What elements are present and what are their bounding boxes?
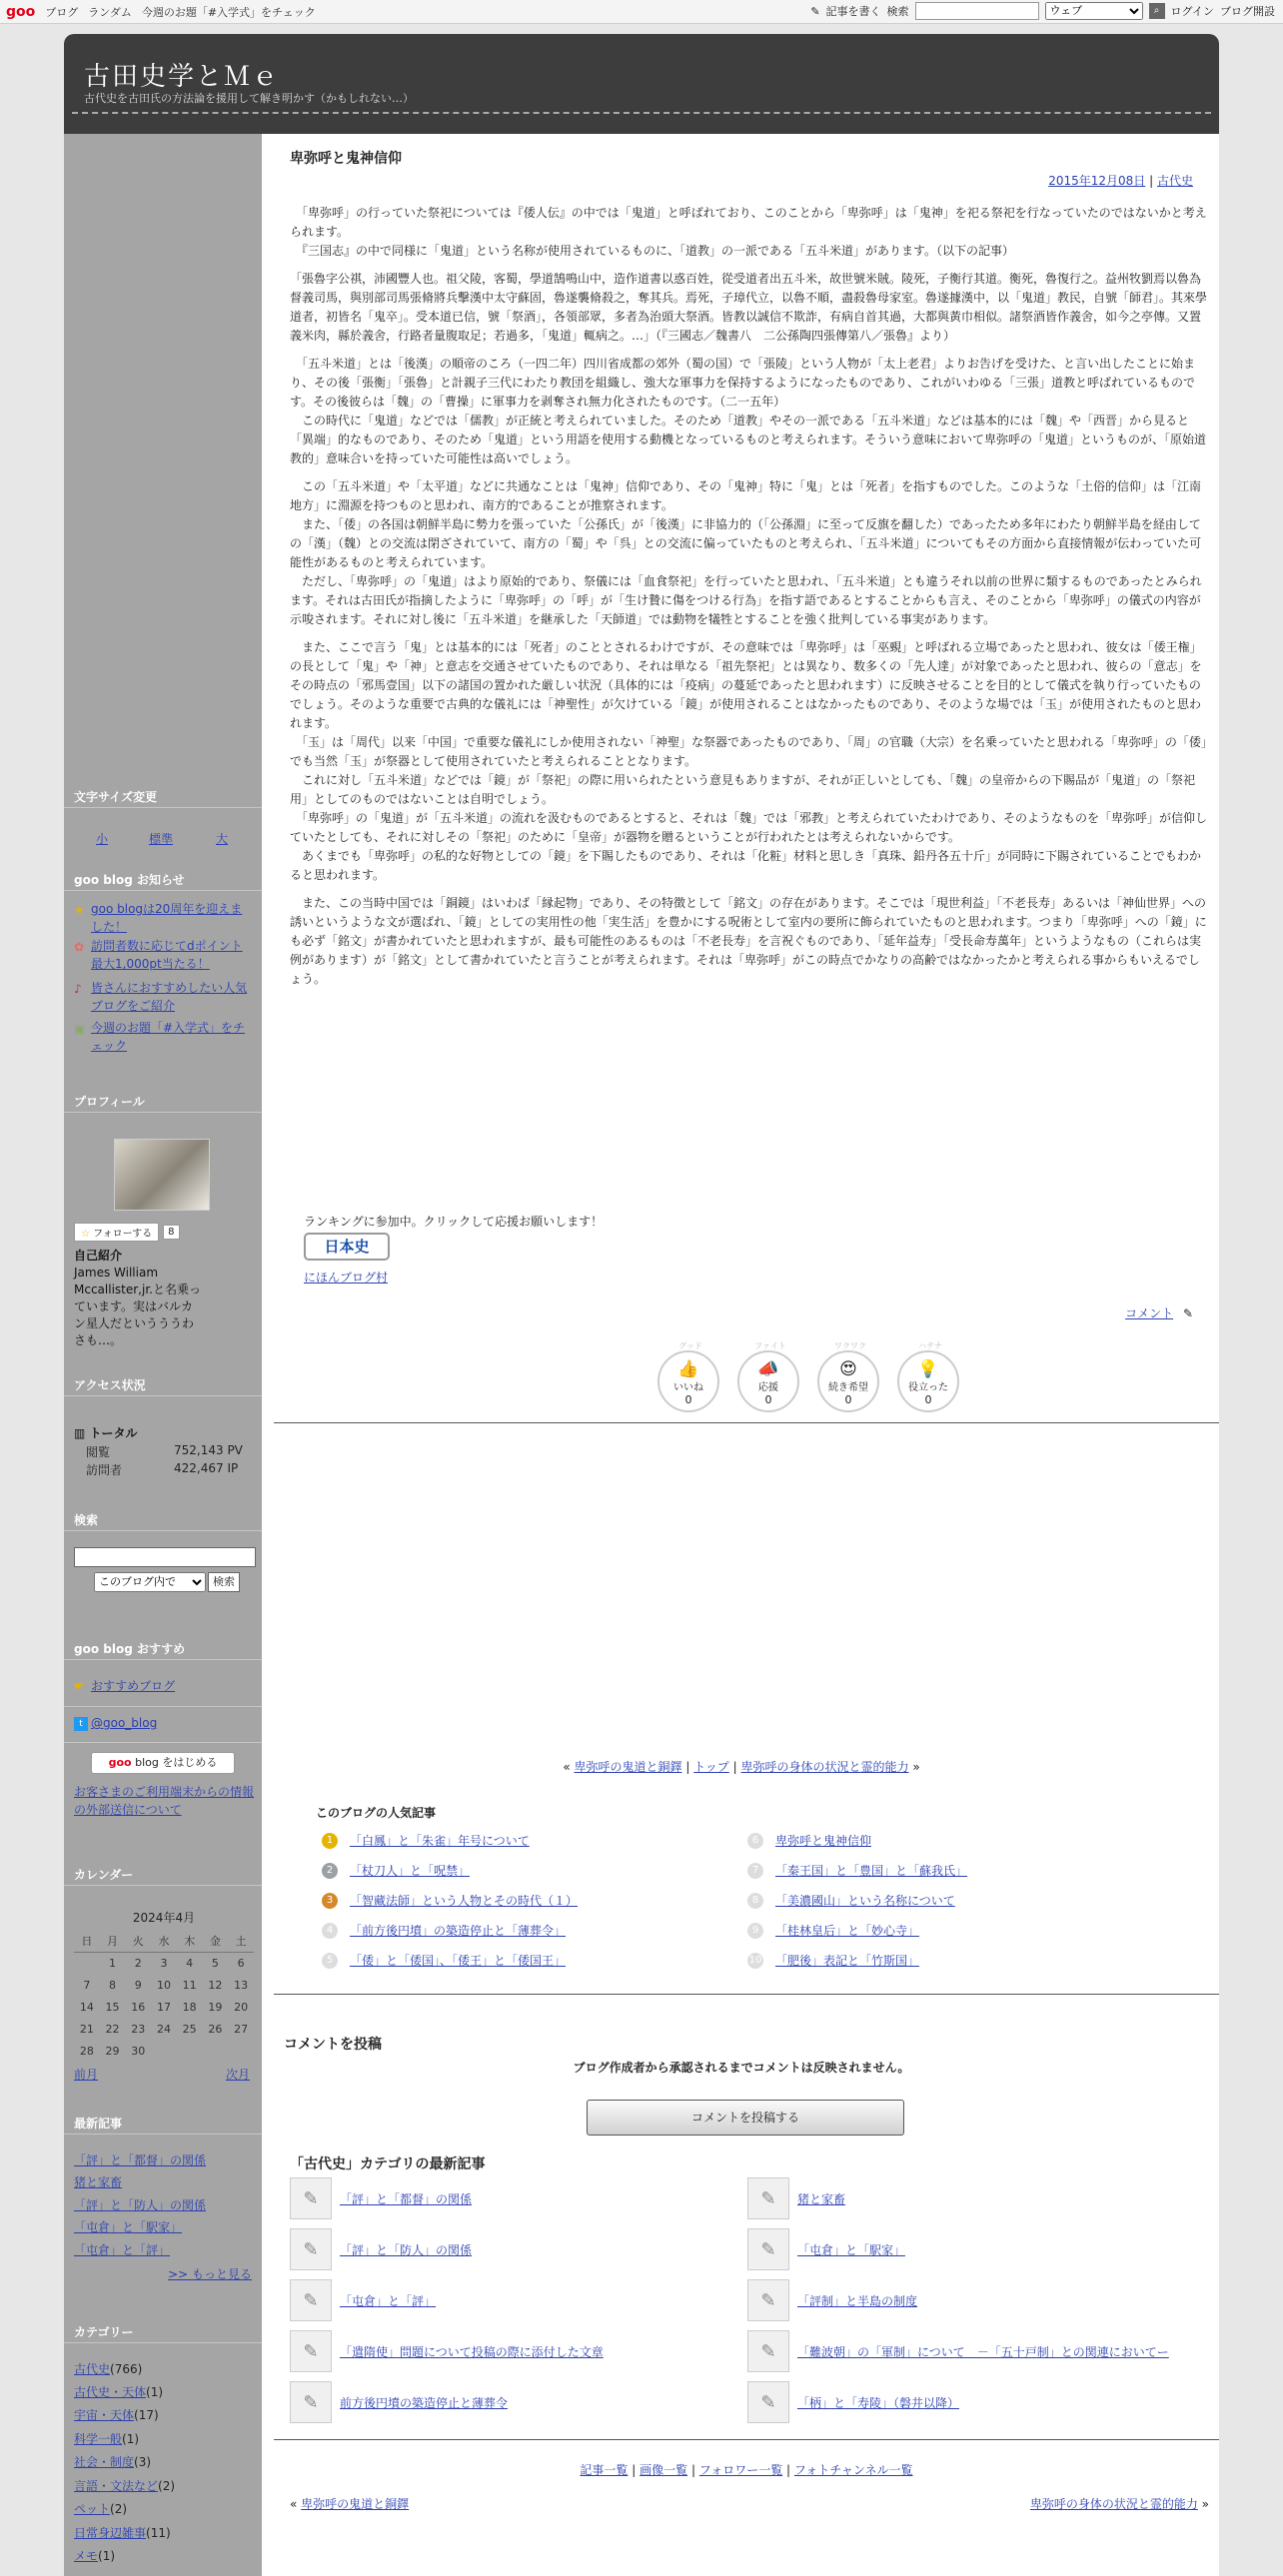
heart-eyes-icon: 😍 — [839, 1359, 857, 1379]
recent-link-2[interactable]: 猪と家畜 — [74, 2175, 123, 2189]
recent-link-4[interactable]: 「屯倉」と「駅家」 — [74, 2220, 183, 2234]
thumbs-up-icon: 👍 — [677, 1359, 699, 1379]
popular-item[interactable]: 9 「桂林皇后」と「妙心寺」 — [747, 1922, 919, 1939]
header-divider — [72, 112, 1211, 114]
news-heading: goo blog お知らせ — [74, 873, 185, 887]
footer-next: 卑弥呼の身体の状況と霊的能力 » — [1029, 2497, 1209, 2511]
topic-icon: ▣ — [74, 1022, 86, 1036]
article-date[interactable]: 2015年12月08日 — [1048, 174, 1146, 188]
article-paragraph: 「卑弥呼」の行っていた祭祀については『倭人伝』の中では「鬼道」と呼ばれており、このことから「卑弥呼」は「鬼神」を祀る祭祀を行なっていたのではないかと考えられます。 『三国志』の中で同様に「鬼道」という名称が使用されているものに、「道教」の一派である「五斗米道」があります。（以下の記事） — [290, 206, 1207, 258]
goo-logo[interactable]: goo — [6, 3, 36, 20]
star-icon: ☆ — [81, 1229, 90, 1240]
reaction-helpful[interactable]: ハテナ 💡 役立った 0 — [897, 1350, 959, 1412]
twitter-link[interactable]: @goo_blog — [91, 1716, 158, 1730]
intro-text: James William Mccallister,jr.と名乗っています。実はバルカン星人だというううわさも…。 — [74, 1266, 201, 1347]
search-input[interactable] — [915, 2, 1039, 20]
news-link-3[interactable]: 皆さんにおすすめしたい人気ブログをご紹介 — [91, 981, 248, 1013]
document-icon: ✎ — [290, 2279, 332, 2321]
blog-title[interactable]: 古田史学とＭｅ — [84, 62, 281, 92]
twitter-icon: t — [74, 1717, 88, 1731]
external-notice-link[interactable]: お客さまのご利用端末からの情報の外部送信について — [74, 1785, 255, 1817]
comment-heading: コメントを投稿 — [284, 2037, 382, 2053]
comment-note: ブログ作成者から承認されるまでコメントは反映されません。 — [573, 2061, 910, 2075]
topbar-link-random[interactable]: ランダム — [88, 5, 132, 19]
article-paragraph: 「張魯字公祺，沛國豐人也。祖父陵，客蜀，學道鵠鳴山中，造作道書以惑百姓，從受道者出五斗米，故世號米賊。陵死，子衡行其道。衡死，魯復行之。益州牧劉焉以魯為督義司馬，與別部司馬張脩將兵擊漢中太守蘇固，魯遂襲脩殺之，奪其兵。焉死，子璋代立，以魯不順，盡殺魯母家室。魯遂據漢中，以「鬼道」教民，自號「師君」。其來學道者，初皆名「鬼卒」。受本道已信，號「祭酒」，各領部眾，多者為治頭大祭酒。皆教以誠信不欺詐，有病自首其過，大都與黃巾相似。諸祭酒皆作義舍，如今之亭傳。又置義米肉，縣於義舍，行路者量腹取足；若過多，「鬼道」輒病之。…」（『三國志／魏書八 二公孫陶四張傳第八／張魯』より） — [290, 272, 1208, 343]
article-title[interactable]: 卑弥呼と鬼神信仰 — [290, 151, 402, 167]
search-label: 検索 — [886, 5, 909, 18]
article-category[interactable]: 古代史 — [1156, 174, 1193, 188]
hand-icon: ☛ — [74, 1679, 85, 1693]
profile-avatar[interactable] — [114, 1139, 210, 1211]
fontsize-normal[interactable]: 標準 — [149, 832, 174, 846]
more-link[interactable]: >> もっと見る — [168, 2267, 252, 2281]
document-icon: ✎ — [290, 2330, 332, 2372]
open-blog-link[interactable]: ブログ開設 — [1220, 5, 1275, 18]
blog-search-input[interactable] — [74, 1547, 256, 1567]
star-icon: ★ — [74, 903, 85, 917]
popular-item[interactable]: 7 「秦王国」と「豊国」と「蘇我氏」 — [747, 1862, 967, 1879]
divider — [274, 1994, 1219, 1995]
access-heading: アクセス状況 — [74, 1378, 146, 1392]
post-comment-button[interactable]: コメントを投稿する — [587, 2100, 904, 2136]
page-frame — [64, 34, 1219, 2576]
fontsize-heading: 文字サイズ変更 — [74, 790, 158, 804]
next-article-link[interactable]: 卑弥呼の身体の状況と霊的能力 — [740, 1760, 909, 1774]
footer-prev-link[interactable]: 卑弥呼の鬼道と銅鐸 — [301, 2497, 410, 2511]
document-icon: ✎ — [747, 2228, 789, 2270]
profile-heading: プロフィール — [74, 1095, 145, 1109]
category-latest-item[interactable]: ✎ 「評」と「都督」の関係 — [290, 2177, 472, 2219]
news-link-4[interactable]: 今週のお題「#入学式」をチェック — [91, 1021, 246, 1053]
topbar-link-blog[interactable]: ブログ — [45, 5, 79, 19]
calendar — [74, 1909, 254, 2062]
image-list-link[interactable]: 画像一覧 — [640, 2463, 688, 2477]
comment-link[interactable]: コメント — [1125, 1306, 1174, 1320]
follow-button[interactable]: ☆ フォローする — [74, 1223, 159, 1242]
blog-description: 古代史を古田氏の方法論を援用して解き明かす（かもしれない…） — [84, 92, 414, 105]
access-total: ▥ トータル — [74, 1426, 138, 1440]
popular-item[interactable]: 3 「智藏法師」という人物とその時代（１） — [322, 1892, 578, 1909]
reaction-like[interactable]: グッド 👍 いいね 0 — [657, 1350, 719, 1412]
category-latest-item[interactable]: ✎ 前方後円墳の築造停止と薄葬令 — [290, 2381, 508, 2423]
gift-icon: ✿ — [74, 940, 85, 954]
sidebar — [64, 134, 262, 2576]
category-latest-item[interactable]: ✎ 「評制」と半島の制度 — [747, 2279, 917, 2321]
lightbulb-icon: 💡 — [917, 1359, 939, 1379]
calendar-next-link[interactable]: 次月 — [226, 2068, 251, 2082]
access-row-pv: 閲覧 752,143 PV — [86, 1443, 243, 1459]
write-article-link[interactable]: 記事を書く — [825, 5, 881, 18]
article-paragraph: 「五斗米道」とは「後漢」の順帝のころ（一四二年）四川省成都の郊外（蜀の国）で「張陵」という人物が「太上老君」よりお告げを受けた、と言い出したことに始まり、その後「張衡」「張魯」と計親子三代にわたり教団を組織し、強大な軍事力を保持するようになったものであり、これがいわゆる「三張」道教と呼ばれているものです。その後彼らは「魏」の「曹操」に軍事力を剥奪され無力化されたものです。（二一五年） この時代に「鬼道」などでは「儒教」が正統と考えられていました。そのため「道教」やその一派である「五斗米道」などは基本的には「魏」や「西晋」から見ると「異端」的なものであり、そのため「鬼道」という用語を使用する動機となっているものと考えられます。そういう意味において卑弥呼の「鬼道」というものが、「原始道教的」意味合いを持っていた可能性は高いでしょう。 — [290, 357, 1207, 465]
divider — [274, 1422, 1219, 1423]
music-icon: ♪ — [74, 982, 82, 996]
footer-next-link[interactable]: 卑弥呼の身体の状況と霊的能力 — [1029, 2497, 1198, 2511]
article-paragraph: また、この当時中国では「銅鏡」はいわば「縁起物」であり、その特徴として「銘文」の存在があります。そこでは「現世利益」「不老長寿」あるいは「神仙世界」への誘いというような文が選ばれ、「鏡」としての実用性の他「実生活」を豊かにする呪術として室内の要所に飾られていたものと思われます。つまり「卑弥呼」への「鏡」にも必ず「銘文」が書かれていたと思われますが、最も可能性のあるものは「不老長寿」を言祝ぐものであり、「延年益寿」「受長命寿萬年」というようなもの（これらは実例があります）が「銘文」として書かれていたと言うことが考えられます。それは「卑弥呼」がこの時点でかなりの高齢ではなかったかと考えられる事からもいえるでしょう。 — [290, 896, 1207, 986]
fontsize-large[interactable]: 大 — [216, 832, 229, 846]
category-item[interactable]: メモ(1) — [74, 2549, 116, 2563]
document-icon: ✎ — [290, 2381, 332, 2423]
category-item[interactable]: 日常身辺雑事(11) — [74, 2526, 171, 2540]
pencil-icon[interactable]: ✎ — [1182, 1306, 1193, 1320]
recent-link-3[interactable]: 「評」と「防人」の関係 — [74, 2198, 207, 2212]
blog-search-button[interactable]: 検索 — [208, 1572, 240, 1592]
category-latest-item[interactable]: ✎ 「屯倉」と「評」 — [290, 2279, 436, 2321]
comment-link-wrap — [1125, 1304, 1193, 1321]
category-item[interactable]: 宇宙・天体(17) — [74, 2408, 159, 2422]
popular-item[interactable]: 8 「美濃國山」という名称について — [747, 1892, 955, 1909]
category-latest-item[interactable]: ✎ 猪と家畜 — [747, 2177, 845, 2219]
recent-heading: 最新記事 — [74, 2117, 123, 2131]
chart-icon: ▥ — [74, 1426, 86, 1440]
calendar-heading: カレンダー — [74, 1868, 134, 1882]
calendar-title: 2024年4月 — [132, 1911, 196, 1925]
document-icon: ✎ — [290, 2228, 332, 2270]
popular-heading: このブログの人気記事 — [316, 1806, 437, 1820]
category-latest-item[interactable]: ✎ 「難波朝」の「軍制」について －「五十戸制」との関連においてー — [747, 2330, 1169, 2372]
search-scope-select[interactable] — [1045, 2, 1143, 20]
popular-item[interactable]: 10 「肥後」表記と「竹斯国」 — [748, 1954, 920, 1968]
blog-search-scope[interactable] — [94, 1572, 206, 1592]
calendar-prev-link[interactable]: 前月 — [74, 2068, 99, 2082]
article-list-link[interactable]: 記事一覧 — [580, 2463, 629, 2477]
category-latest-item[interactable]: ✎ 「屯倉」と「駅家」 — [747, 2228, 905, 2270]
news-link-2[interactable]: 訪問者数に応じてdポイント最大1,000pt当たる！ — [91, 939, 243, 971]
start-blog-button[interactable]: goo blog をはじめる — [91, 1752, 235, 1774]
recommend-heading: goo blog おすすめ — [74, 1642, 186, 1656]
megaphone-icon: 📣 — [757, 1359, 779, 1379]
article-body — [290, 204, 1209, 998]
pencil-icon: ✎ — [810, 4, 820, 18]
popular-item[interactable]: 1 「白鳳」と「朱雀」年号について — [322, 1832, 530, 1849]
popular-item[interactable]: 5 「倭」と「倭国」、「倭王」と「倭国王」 — [322, 1952, 566, 1969]
article-paragraph: この「五斗米道」や「太平道」などに共通なことは「鬼神」信仰であり、その「鬼神」特に「鬼」とは「死者」を指すものでした。このような「土俗的信仰」は「江南地方」に淵源を持つものと思われ、南方的であることが推察されます。 また、「倭」の各国は朝鮮半島に勢力を張っていた「公孫氏」が「後漢」に非協力的（「公孫淵」に至って反旗を翻した）であったため多年にわたり朝鮮半島を経由しての「漢」（魏）との交流は閉ざされていて、南方の「蜀」や「呉」との交流に偏っていたものと考えられ、「五斗米道」についてもその方面から直接情報が伝わっていた可能性があるものと考えられています。 ただし、「卑弥呼」の「鬼道」はより原始的であり、祭儀には「血食祭祀」を行っていたと思われ、「五斗米道」とも違うそれ以前の世界に類するものであったとみられます。それは古田氏が指摘したように「卑弥呼」の「呼」が「生け贄に傷をつける行為」を指す語であるとすることからも言え、そのことから「卑弥呼」の儀式の内容が示唆されます。それに対し後に「五斗米道」を継承した「天師道」では動物を犠牲とすることを強く批判している事実があります。 — [290, 479, 1202, 626]
news-link-1[interactable]: goo blogは20周年を迎えました！ — [91, 902, 243, 934]
category-item[interactable]: 科学一般(1) — [74, 2432, 140, 2446]
category-item[interactable]: 古代史・天体(1) — [74, 2385, 164, 2399]
category-item[interactable]: ペット(2) — [74, 2502, 128, 2516]
document-icon: ✎ — [747, 2279, 789, 2321]
divider — [274, 2439, 1219, 2440]
ranking-link[interactable]: にほんブログ村 — [304, 1271, 389, 1285]
category-latest-item[interactable]: ✎ 「評」と「防人」の関係 — [290, 2228, 472, 2270]
document-icon: ✎ — [747, 2381, 789, 2423]
footer-prev: « 卑弥呼の鬼道と銅鐸 — [290, 2497, 410, 2511]
login-link[interactable]: ログイン — [1170, 5, 1214, 18]
follower-list-link[interactable]: フォロワー一覧 — [698, 2463, 783, 2477]
intro-heading: 自己紹介 — [74, 1249, 123, 1263]
ranking-badge[interactable]: 日本史 — [304, 1233, 390, 1261]
fontsize-small[interactable]: 小 — [96, 832, 109, 846]
article-nav: « 卑弥呼の鬼道と銅鐸 | トップ | 卑弥呼の身体の状況と霊的能力 » — [563, 1760, 920, 1774]
document-icon: ✎ — [747, 2330, 789, 2372]
category-latest-item[interactable]: ✎ 「柄」と「寿陵」（磐井以降） — [747, 2381, 959, 2423]
recent-link-1[interactable]: 「評」と「都督」の関係 — [74, 2153, 207, 2167]
categories-heading: カテゴリー — [74, 2325, 134, 2339]
category-item[interactable]: 社会・制度(3) — [74, 2455, 152, 2469]
access-row-ip: 訪問者 422,467 IP — [86, 1461, 239, 1477]
category-latest-heading: 「古代史」カテゴリの最新記事 — [290, 2156, 486, 2172]
article-paragraph: また、ここで言う「鬼」とは基本的には「死者」のこととされるわけですが、その意味では「卑弥呼」は「巫覡」と呼ばれる立場であったと思われ、彼女は「倭王権」の長として「鬼」や「神」と意志を交通させていたものであり、それは単なる「祖先祭祀」とは異なり、数多くの「先人達」が対象であったと思われ、彼らの「意志」をその時点の「邪馬壹国」以下の諸国の置かれた厳しい状況（具体的には「疫病」の蔓延であったと思われます）に反映させることを目的として儀式を執り行っていたものでしょう。そのような重要で古典的な儀礼には「神聖性」が欠けている「鏡」が使用されることはなかったものであり、そのような場では「玉」が使用されたものと思われます。 「玉」は「周代」以来「中国」で重要な儀礼にしか使用されない「神聖」な祭器であったものであり、「周」の官職（大宗）を名乗っていたと思われる「卑弥呼」の「倭」でも当然「玉」が祭器として使用されていたと考えられることとなります。 これに対し「五斗米道」などでは「鏡」が「祭祀」の際に用いられたという意見もありますが、それが正しいとしても、「魏」の皇帝からの下賜品が「鬼道」の「祭祀用」としてのものではないことは自明でしょう。 「卑弥呼」の「鬼道」が「五斗米道」の流れを汲むものであるとすると、それは「魏」では「邪教」と考えられていたわけであり、そのようなものを「卑弥呼」が信仰していたとしても、それに対しその「祭祀」のために「皇帝」が器物を贈るということが行われたとは考えられないからです。 あくまでも「卑弥呼」の私的な好物としての「鏡」を下賜したものであり、それは「化粧」材料と思しき「真珠、鉛丹各五十斤」が同時に下賜されていることでもわかると思われます。 — [290, 640, 1208, 882]
ranking-text: ランキングに参加中。クリックして応援お願いします！ — [304, 1215, 604, 1229]
reaction-cheer[interactable]: ファイト 📣 応援 0 — [737, 1350, 799, 1412]
top-link[interactable]: トップ — [693, 1760, 729, 1774]
popular-item[interactable]: 6 卑弥呼と鬼神信仰 — [747, 1832, 871, 1849]
footer-links: 記事一覧 | 画像一覧 | フォロワー一覧 | フォトチャンネル一覧 — [580, 2463, 913, 2477]
blog-header — [64, 34, 1219, 134]
search-heading: 検索 — [74, 1513, 99, 1527]
recent-link-5[interactable]: 「屯倉」と「評」 — [74, 2243, 171, 2257]
recommend-link[interactable]: おすすめブログ — [91, 1679, 176, 1693]
top-bar — [0, 0, 1283, 24]
calendar-table: 日 月 火 水 木 金 土 1 2 3 4 5 6 7 8 9 10 11 12 13 14 15 16 17 18 19 20 21 22 23 24 25 26 27 28 29 30 — [74, 1930, 254, 2062]
topbar-link-odai[interactable]: 今週のお題「#入学式」をチェック — [141, 5, 316, 19]
popular-item[interactable]: 2 「杖刀人」と「呪禁」 — [322, 1862, 470, 1879]
document-icon: ✎ — [290, 2177, 332, 2219]
reaction-want-more[interactable]: ワクワク 😍 続き希望 0 — [817, 1350, 879, 1412]
category-item[interactable]: 古代史(766) — [74, 2362, 143, 2376]
popular-item[interactable]: 4 「前方後円墳」の築造停止と「薄葬令」 — [322, 1922, 566, 1939]
prev-article-link[interactable]: 卑弥呼の鬼道と銅鐸 — [574, 1760, 682, 1774]
follow-count: 8 — [163, 1225, 179, 1240]
search-icon[interactable]: ⌕ — [1149, 3, 1165, 19]
category-latest-item[interactable]: ✎ 「遣隋使」問題について投稿の際に添付した文章 — [290, 2330, 604, 2372]
category-item[interactable]: 言語・文法など(2) — [74, 2479, 176, 2493]
article-meta: 2015年12月08日 | 古代史 — [1048, 174, 1193, 188]
document-icon: ✎ — [747, 2177, 789, 2219]
photo-channel-link[interactable]: フォトチャンネル一覧 — [793, 2463, 913, 2477]
